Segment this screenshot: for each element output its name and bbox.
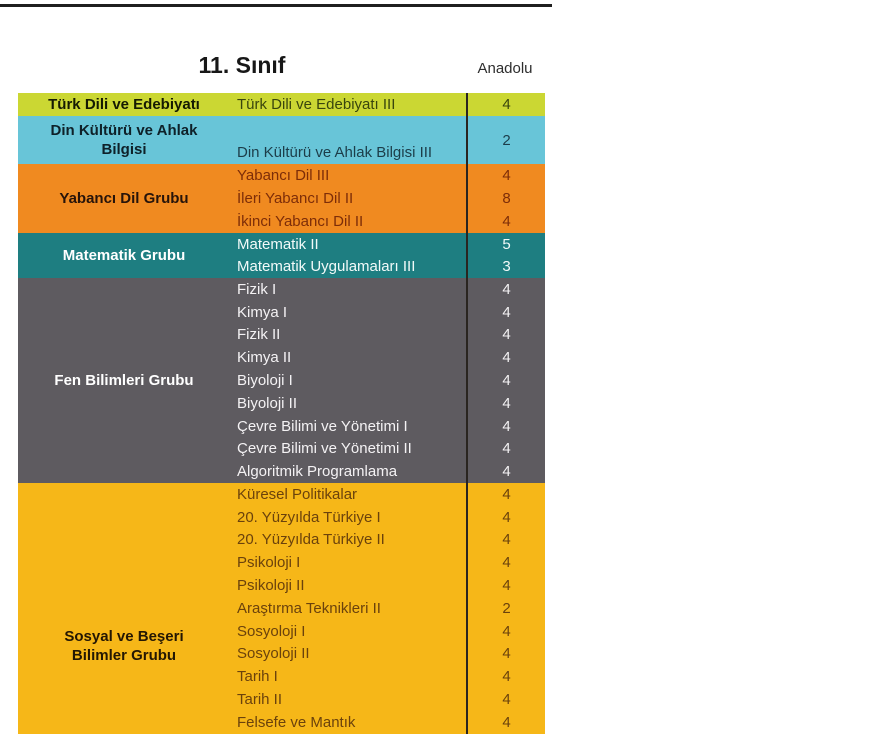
course-row <box>230 278 545 301</box>
course-hours: 4 <box>466 210 545 233</box>
course-row <box>230 483 545 506</box>
course-hours: 4 <box>466 711 545 734</box>
course-list <box>230 116 545 164</box>
course-hours: 4 <box>466 643 545 666</box>
course-hours: 4 <box>466 301 545 324</box>
group-label: Din Kültürü ve Ahlak Bilgisi <box>50 122 198 158</box>
course-name: Din Kültürü ve Ahlak Bilgisi III <box>237 144 433 161</box>
course-name: Çevre Bilimi ve Yönetimi II <box>237 440 412 458</box>
table-section-yabanci-dil <box>18 164 545 233</box>
course-hours: 4 <box>466 620 545 643</box>
course-name: Algoritmik Programlama <box>237 463 398 481</box>
course-row <box>230 369 545 392</box>
table-section-turk-dili <box>18 93 545 116</box>
course-list <box>230 233 545 278</box>
table-section-din-kulturu <box>18 116 545 164</box>
course-hours: 4 <box>466 437 545 460</box>
course-name: Biyoloji II <box>237 394 298 412</box>
course-name: Çevre Bilimi ve Yönetimi I <box>237 417 408 435</box>
group-label-cell <box>18 483 230 734</box>
course-hours: 4 <box>466 93 545 116</box>
course-name: Matematik II <box>237 235 319 253</box>
course-row <box>230 437 545 460</box>
course-name: Türk Dili ve Edebiyatı III <box>237 96 396 113</box>
course-name: Fizik I <box>237 280 277 298</box>
course-name: Yabancı Dil III <box>237 167 330 184</box>
course-name: 20. Yüzyılda Türkiye I <box>237 508 381 526</box>
course-hours: 4 <box>466 460 545 483</box>
group-label: Türk Dili ve Edebiyatı <box>48 96 200 113</box>
page-title: 11. Sınıf <box>198 52 286 78</box>
course-list <box>230 164 545 233</box>
course-hours: 4 <box>466 324 545 347</box>
course-list <box>230 483 545 734</box>
course-hours: 4 <box>466 688 545 711</box>
course-row <box>230 711 545 734</box>
course-hours: 4 <box>466 415 545 438</box>
course-hours: 3 <box>466 256 545 279</box>
table-section-matematik <box>18 233 545 278</box>
course-row <box>230 665 545 688</box>
group-label-cell <box>18 93 230 116</box>
course-name: Araştırma Teknikleri II <box>237 599 381 617</box>
course-list <box>230 93 545 116</box>
course-row <box>230 164 545 187</box>
course-row <box>230 324 545 347</box>
course-name: Matematik Uygulamaları III <box>237 258 416 276</box>
course-hours: 8 <box>466 187 545 210</box>
course-row <box>230 620 545 643</box>
group-label: Sosyal ve Beşeri Bilimler Grubu <box>64 628 184 664</box>
course-row <box>230 233 545 256</box>
course-name: Psikoloji II <box>237 577 305 595</box>
course-row <box>230 597 545 620</box>
course-list <box>230 278 545 483</box>
course-name: Tarih I <box>237 668 278 686</box>
course-name: Felsefe ve Mantık <box>237 713 356 731</box>
course-row <box>230 93 545 116</box>
group-label: Fen Bilimleri Grubu <box>54 372 194 389</box>
table-section-fen-bilimleri <box>18 278 545 483</box>
course-name: Sosyoloji I <box>237 622 306 640</box>
course-row <box>230 415 545 438</box>
course-hours: 4 <box>466 506 545 529</box>
group-label: Yabancı Dil Grubu <box>59 190 189 207</box>
course-hours: 4 <box>466 346 545 369</box>
course-row <box>230 574 545 597</box>
course-row <box>230 116 545 164</box>
course-row <box>230 551 545 574</box>
course-name: İleri Yabancı Dil II <box>237 190 354 207</box>
group-label-cell <box>18 164 230 233</box>
course-hours: 2 <box>466 597 545 620</box>
top-divider <box>0 4 552 7</box>
course-name: Fizik II <box>237 326 281 344</box>
group-label-cell <box>18 116 230 164</box>
course-hours: 4 <box>466 483 545 506</box>
course-row <box>230 688 545 711</box>
group-label-cell <box>18 278 230 483</box>
course-name: Tarih II <box>237 691 283 709</box>
course-hours: 4 <box>466 369 545 392</box>
course-row <box>230 346 545 369</box>
course-name: Biyoloji I <box>237 372 293 390</box>
course-hours: 5 <box>466 233 545 256</box>
course-name: Küresel Politikalar <box>237 485 358 503</box>
course-row <box>230 301 545 324</box>
group-label-cell <box>18 233 230 278</box>
course-hours: 4 <box>466 164 545 187</box>
course-hours: 4 <box>466 278 545 301</box>
course-hours: 2 <box>466 116 545 164</box>
curriculum-table <box>18 93 545 731</box>
course-hours: 4 <box>466 529 545 552</box>
course-name: Psikoloji I <box>237 554 301 572</box>
course-name: İkinci Yabancı Dil II <box>237 213 364 230</box>
column-header-anadolu: Anadolu <box>477 60 533 77</box>
group-label: Matematik Grubu <box>62 247 186 264</box>
course-row <box>230 187 545 210</box>
course-row <box>230 460 545 483</box>
course-hours: 4 <box>466 574 545 597</box>
course-row <box>230 529 545 552</box>
course-row <box>230 256 545 279</box>
course-hours: 4 <box>466 392 545 415</box>
course-name: Kimya II <box>237 349 292 367</box>
course-row <box>230 506 545 529</box>
course-name: 20. Yüzyılda Türkiye II <box>237 531 385 549</box>
table-section-sosyal-beseri <box>18 483 545 734</box>
course-name: Sosyoloji II <box>237 645 310 663</box>
course-hours: 4 <box>466 665 545 688</box>
course-row <box>230 210 545 233</box>
course-row <box>230 643 545 666</box>
course-name: Kimya I <box>237 303 288 321</box>
course-row <box>230 392 545 415</box>
course-hours: 4 <box>466 551 545 574</box>
